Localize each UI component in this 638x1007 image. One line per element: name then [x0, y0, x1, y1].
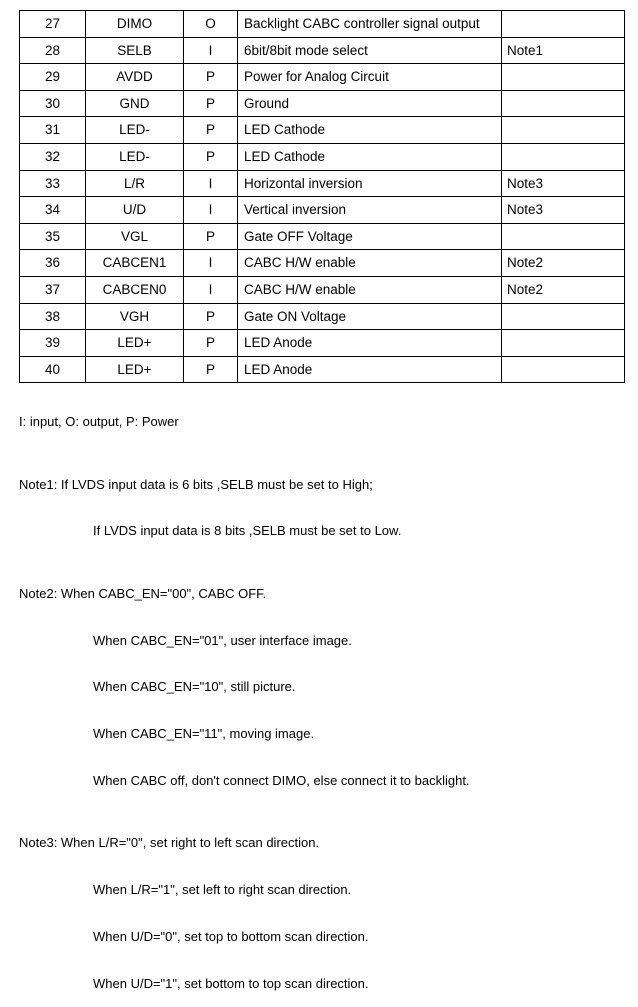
table-row	[20, 223, 625, 250]
pin-remark-cell: Note2	[502, 250, 625, 277]
note2-line: When CABC off, don't connect DIMO, else connect it to backlight.	[93, 772, 470, 788]
pin-number-cell: 38	[20, 303, 86, 330]
pin-number-cell: 39	[20, 330, 86, 357]
pin-number-cell: 36	[20, 250, 86, 277]
pin-symbol-cell: CABCEN1	[86, 250, 184, 277]
table-row	[20, 64, 625, 91]
table-row	[20, 90, 625, 117]
pin-description-cell: Ground	[238, 90, 502, 117]
pin-io-type-cell: I	[184, 250, 238, 277]
table-row	[20, 117, 625, 144]
table-row	[20, 11, 625, 38]
pin-remark-cell	[502, 11, 625, 38]
pin-remark-cell	[502, 64, 625, 91]
pin-description-cell: Power for Analog Circuit	[238, 64, 502, 91]
pin-symbol-cell: U/D	[86, 197, 184, 224]
pin-symbol-cell: L/R	[86, 170, 184, 197]
pin-symbol-cell: CABCEN0	[86, 276, 184, 303]
pin-number-cell: 32	[20, 143, 86, 170]
pin-number-cell: 28	[20, 37, 86, 64]
pin-symbol-cell: SELB	[86, 37, 184, 64]
pin-number-cell: 31	[20, 117, 86, 144]
pin-io-type-cell: P	[184, 223, 238, 250]
pin-number-cell: 37	[20, 276, 86, 303]
pin-remark-cell: Note1	[502, 37, 625, 64]
pin-remark-cell	[502, 117, 625, 144]
pin-symbol-cell: VGH	[86, 303, 184, 330]
pin-description-cell: Horizontal inversion	[238, 170, 502, 197]
pin-type-legend: I: input, O: output, P: Power	[19, 414, 179, 430]
table-row	[20, 37, 625, 64]
note1-line: Note1: If LVDS input data is 6 bits ,SELB must be set to High;	[19, 476, 373, 492]
pin-io-type-cell: P	[184, 303, 238, 330]
pin-description-cell: LED Cathode	[238, 143, 502, 170]
pin-description-cell: Backlight CABC controller signal output	[238, 11, 502, 38]
pin-remark-cell	[502, 223, 625, 250]
note1-line: If LVDS input data is 8 bits ,SELB must be set to Low.	[93, 523, 402, 539]
pin-io-type-cell: I	[184, 170, 238, 197]
pin-description-cell: LED Anode	[238, 356, 502, 383]
pin-number-cell: 34	[20, 197, 86, 224]
pin-remark-cell	[502, 143, 625, 170]
pin-io-type-cell: P	[184, 143, 238, 170]
pin-remark-cell	[502, 90, 625, 117]
pin-symbol-cell: GND	[86, 90, 184, 117]
note3-line: When U/D="0", set top to bottom scan direction.	[93, 928, 369, 944]
pin-number-cell: 27	[20, 11, 86, 38]
note3-line: When L/R="1", set left to right scan direction.	[93, 882, 352, 897]
pin-io-type-cell: P	[184, 117, 238, 144]
table-row	[20, 356, 625, 383]
pin-remark-cell: Note3	[502, 170, 625, 197]
notes-section	[19, 383, 619, 1007]
pin-description-cell: 6bit/8bit mode select	[238, 37, 502, 64]
table-row	[20, 143, 625, 170]
pin-remark-cell: Note3	[502, 197, 625, 224]
pin-symbol-cell: LED-	[86, 117, 184, 144]
note2-line: When CABC_EN="11", moving image.	[93, 726, 315, 742]
table-row	[20, 276, 625, 303]
table-row	[20, 250, 625, 277]
pin-number-cell: 33	[20, 170, 86, 197]
pin-description-cell: CABC H/W enable	[238, 276, 502, 303]
pin-description-cell: Gate OFF Voltage	[238, 223, 502, 250]
note2-line: When CABC_EN="10", still picture.	[93, 679, 296, 695]
pin-description-cell: CABC H/W enable	[238, 250, 502, 277]
pin-table-body	[20, 11, 625, 383]
pin-io-type-cell: P	[184, 330, 238, 357]
pin-remark-cell	[502, 303, 625, 330]
pin-io-type-cell: P	[184, 90, 238, 117]
pin-io-type-cell: I	[184, 37, 238, 64]
pin-assignment-table	[19, 10, 625, 383]
table-row	[20, 197, 625, 224]
pin-io-type-cell: P	[184, 356, 238, 383]
note2-line: When CABC_EN="01", user interface image.	[93, 632, 352, 648]
pin-remark-cell	[502, 356, 625, 383]
pin-number-cell: 40	[20, 356, 86, 383]
table-row	[20, 170, 625, 197]
pin-symbol-cell: DIMO	[86, 11, 184, 38]
pin-symbol-cell: LED-	[86, 143, 184, 170]
note3-line: When U/D="1", set bottom to top scan direction.	[93, 975, 369, 991]
pin-io-type-cell: P	[184, 64, 238, 91]
note2-line: Note2: When CABC_EN="00", CABC OFF.	[19, 585, 267, 601]
pin-symbol-cell: LED+	[86, 330, 184, 357]
pin-io-type-cell: I	[184, 197, 238, 224]
pin-description-cell: Vertical inversion	[238, 197, 502, 224]
note3-line: Note3: When L/R="0", set right to left scan direction.	[19, 835, 320, 851]
pin-description-cell: LED Anode	[238, 330, 502, 357]
pin-symbol-cell: AVDD	[86, 64, 184, 91]
pin-symbol-cell: VGL	[86, 223, 184, 250]
table-row	[20, 303, 625, 330]
pin-description-cell: LED Cathode	[238, 117, 502, 144]
pin-number-cell: 35	[20, 223, 86, 250]
pin-io-type-cell: O	[184, 11, 238, 38]
pin-io-type-cell: I	[184, 276, 238, 303]
pin-symbol-cell: LED+	[86, 356, 184, 383]
pin-remark-cell: Note2	[502, 276, 625, 303]
pin-number-cell: 29	[20, 64, 86, 91]
pin-remark-cell	[502, 330, 625, 357]
table-row	[20, 330, 625, 357]
pin-description-cell: Gate ON Voltage	[238, 303, 502, 330]
pin-number-cell: 30	[20, 90, 86, 117]
